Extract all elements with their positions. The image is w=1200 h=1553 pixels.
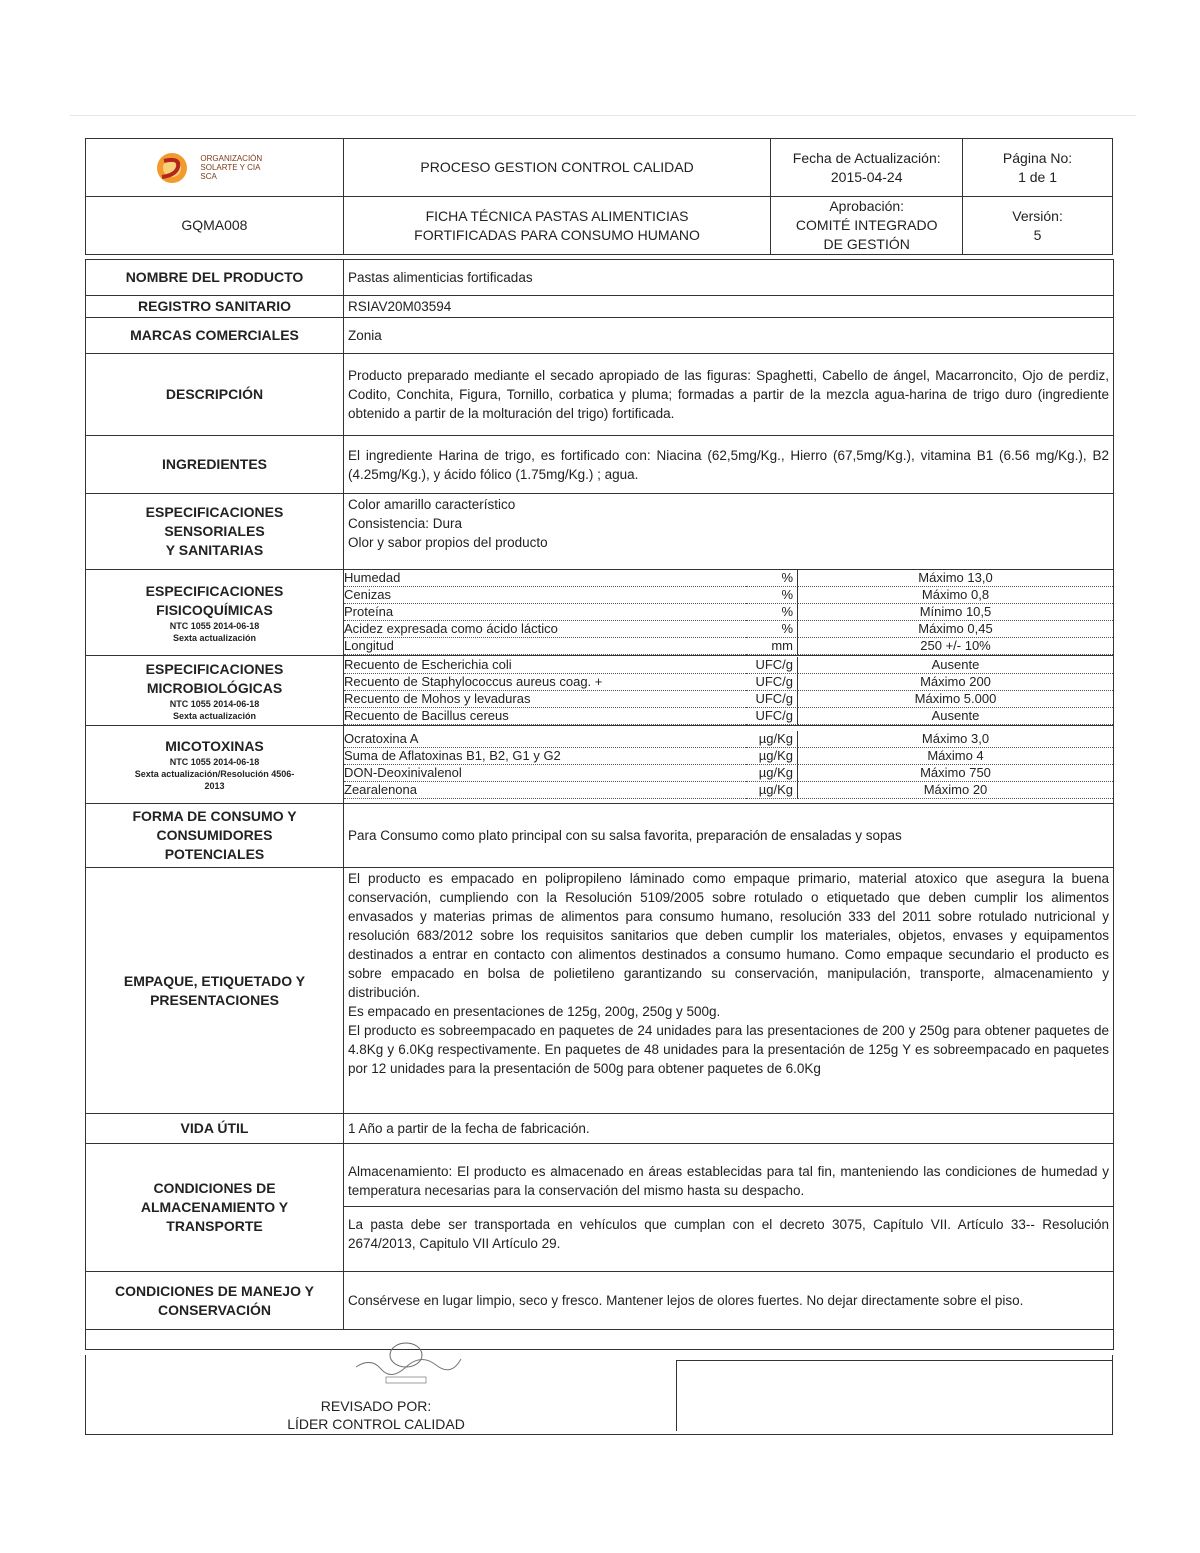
version-label: Versión: (1012, 207, 1063, 224)
label-line: ESPECIFICACIONES (145, 582, 284, 599)
table-row (86, 804, 1114, 868)
spec-name: Longitud (344, 638, 746, 655)
row-label: VIDA ÚTIL (86, 1114, 344, 1144)
storage-transport (344, 1144, 1114, 1272)
page-top-rule (70, 115, 1136, 116)
storage-paragraph: Almacenamiento: El producto es almacenado en áreas establecidas para tal fin, manteniendo las condiciones de humedad y temperatura necesarias para la conservación del mismo hasta su despacho. (344, 1156, 1113, 1207)
document-header (85, 138, 1113, 255)
label-line: MICOTOXINAS (165, 738, 264, 754)
label-sub: NTC 1055 2014-06-18 (169, 620, 260, 631)
spec-row (344, 765, 1113, 782)
packaging-paragraph: El producto es sobreempacado en paquetes de 24 unidades para las presentaciones de 200 y 250g para obtener paquetes de 4.8Kg y 6.0Kg respectivamente. En paquetes de 48 unidades para la presentación de 125g Y es sobreempacado en paquetes por 12 unidades para la presentación de 500g para obtener paquetes de 6.0Kg (348, 1023, 1109, 1076)
logo-text: ORGANIZACIÓN SOLARTE Y CIA SCA (200, 154, 263, 181)
handling-conditions: Consérvese en lugar limpio, seco y fresco. Mantener lejos de olores fuertes. No dejar directamente sobre el piso. (344, 1272, 1114, 1330)
spec-value: Máximo 750 (798, 765, 1113, 782)
spec-unit: UFC/g (746, 691, 798, 708)
update-date-cell (771, 139, 963, 197)
label-line: POTENCIALES (164, 846, 265, 862)
signature-stamp-icon (346, 1337, 466, 1397)
label-line: EMPAQUE, ETIQUETADO Y (123, 972, 306, 989)
spec-name: Ocratoxina A (344, 731, 746, 748)
label-sub: Sexta actualización/Resolución 4506- (134, 769, 295, 779)
spec-list (344, 731, 1113, 799)
label-sub: Sexta actualización (172, 710, 257, 721)
reviewed-by-role: LÍDER CONTROL CALIDAD (287, 1416, 465, 1432)
spec-row (344, 782, 1113, 799)
table-row (86, 436, 1114, 494)
update-date: 2015-04-24 (830, 168, 903, 185)
spec-unit: % (746, 570, 798, 587)
label-line: Y SANITARIAS (165, 542, 264, 558)
table-row (86, 656, 1114, 726)
spec-name: Suma de Aflatoxinas B1, B2, G1 y G2 (344, 748, 746, 765)
page-number-cell (963, 139, 1113, 197)
row-label: INGREDIENTES (86, 436, 344, 494)
version-cell (963, 197, 1113, 255)
approval-label: Aprobación: (829, 198, 905, 214)
transport-paragraph: La pasta debe ser transportada en vehículos que cumplan con el decreto 3075, Capítulo VII. Artículo 33-- Resolución 2674/2013, Capitulo VII Artículo 29. (348, 1217, 1109, 1251)
spec-value: Máximo 5.000 (798, 691, 1113, 708)
spec-value: Máximo 0,8 (798, 587, 1113, 604)
process-title: PROCESO GESTION CONTROL CALIDAD (343, 139, 770, 197)
spec-unit: % (746, 621, 798, 638)
label-line: SENSORIALES (164, 523, 265, 539)
row-label (86, 1272, 344, 1330)
label-line: TRANSPORTE (166, 1218, 263, 1234)
spec-name: Acidez expresada como ácido láctico (344, 621, 746, 638)
table-row (86, 296, 1114, 318)
row-label (86, 570, 344, 656)
physicochemical-specs (344, 570, 1114, 656)
row-label (86, 1144, 344, 1272)
spec-row (344, 674, 1113, 691)
ingredients: El ingrediente Harina de trigo, es fortificado con: Niacina (62,5mg/Kg., Hierro (67,5mg/Kg.), vitamina B1 (6.56 mg/Kg.), B2 (4.25mg/Kg.), y ácido fólico (1.75mg/Kg.) ; agua. (344, 436, 1114, 494)
brand-names: Zonia (344, 318, 1114, 354)
table-row (86, 1144, 1114, 1272)
packaging-paragraph: El producto es empacado en polipropileno láminado como empaque primario, material atoxico que asegura la buena conservación, cumpliendo con la Resolución 5109/2005 sobre rotulado o etiquetado que deben cumplir los alimentos envasados y materias primas de alimentos para consumo humano, resolución 333 del 2011 sobre rotulado nutricional y resolución 683/2012 sobre los requisitos sanitarios que deben cumplir los materiales, objetos, envases y equipamentos destinados a entrar en contacto con alimentos destinados a consumo humano. Como empaque secundario el producto es sobre empacado en bolsa de polietileno garantizando su conservación, manipulación, transporte, almacenamiento y distribución. (348, 871, 1109, 1000)
spec-value: Mínimo 10,5 (798, 604, 1113, 621)
product-description: Producto preparado mediante el secado apropiado de las figuras: Spaghetti, Cabello de ángel, Macarroncito, Ojo de perdiz, Codito, Conchita, Figura, Tornillo, corbatica y pluma; formadas a partir de la mezcla agua-harina de trigo duro (ingrediente obtenido a partir de la molturación del trigo) fortificada. (344, 354, 1114, 436)
version-value: 5 (1033, 226, 1042, 243)
consumption-form: Para Consumo como plato principal con su salsa favorita, preparación de ensaladas y sopas (344, 804, 1114, 868)
spec-unit: µg/Kg (746, 782, 798, 799)
label-sub: Sexta actualización (172, 632, 257, 643)
spec-value: Máximo 13,0 (798, 570, 1113, 587)
sensory-line: Olor y sabor propios del producto (348, 535, 548, 550)
document-title-line-1: FICHA TÉCNICA PASTAS ALIMENTICIAS (425, 207, 689, 224)
spec-list (344, 570, 1113, 655)
row-label: REGISTRO SANITARIO (86, 296, 344, 318)
spec-row (344, 691, 1113, 708)
spec-row (344, 570, 1113, 587)
spec-row (344, 638, 1113, 655)
spec-row (344, 731, 1113, 748)
sanitary-registry: RSIAV20M03594 (344, 296, 1114, 318)
reviewed-by (226, 1397, 526, 1433)
spec-name: Recuento de Bacillus cereus (344, 708, 746, 725)
spec-value: Ausente (798, 657, 1113, 674)
spec-row (344, 708, 1113, 725)
spec-value: Máximo 3,0 (798, 731, 1113, 748)
row-label (86, 726, 344, 804)
sensory-line: Consistencia: Dura (348, 516, 463, 531)
spec-name: Recuento de Escherichia coli (344, 657, 746, 674)
row-label: DESCRIPCIÓN (86, 354, 344, 436)
document-title-line-2: FORTIFICADAS PARA CONSUMO HUMANO (414, 226, 700, 243)
page-value: 1 de 1 (1018, 168, 1058, 185)
spec-unit: UFC/g (746, 657, 798, 674)
product-spec-table (85, 259, 1114, 1350)
label-sub: NTC 1055 2014-06-18 (169, 698, 260, 709)
spec-value: Máximo 20 (798, 782, 1113, 799)
approval-line-2: DE GESTIÓN (823, 236, 910, 252)
label-line: FORMA DE CONSUMO Y (132, 808, 297, 824)
approval-signature-box (676, 1360, 1112, 1431)
spec-name: Recuento de Mohos y levaduras (344, 691, 746, 708)
spec-row (344, 657, 1113, 674)
spec-value: Máximo 0,45 (798, 621, 1113, 638)
spec-value: 250 +/- 10% (798, 638, 1113, 655)
label-line: ESPECIFICACIONES (145, 660, 284, 677)
spec-unit: UFC/g (746, 674, 798, 691)
table-row (86, 1330, 1114, 1350)
row-label (86, 804, 344, 868)
packaging-info (344, 868, 1114, 1114)
label-sub: NTC 1055 2014-06-18 (169, 757, 260, 767)
label-line: ALMACENAMIENTO Y (140, 1199, 289, 1215)
sensory-line: Color amarillo característico (348, 497, 516, 512)
row-label (86, 494, 344, 570)
spec-name: Zearalenona (344, 782, 746, 799)
reviewed-by-label: REVISADO POR: (320, 1398, 432, 1414)
packaging-paragraph: Es empacado en presentaciones de 125g, 200g, 250g y 500g. (348, 1004, 721, 1019)
spec-name: Proteína (344, 604, 746, 621)
label-line: CONDICIONES DE (153, 1180, 276, 1196)
label-line: CONSERVACIÓN (157, 1301, 272, 1318)
spec-unit: µg/Kg (746, 748, 798, 765)
sensory-specs (344, 494, 1114, 570)
update-label: Fecha de Actualización: (792, 149, 941, 166)
spec-value: Máximo 4 (798, 748, 1113, 765)
shelf-life: 1 Año a partir de la fecha de fabricación. (344, 1114, 1114, 1144)
spec-unit: % (746, 587, 798, 604)
spec-name: Humedad (344, 570, 746, 587)
label-line: ESPECIFICACIONES (145, 504, 284, 520)
label-line: CONDICIONES DE MANEJO Y (115, 1282, 314, 1299)
table-row (86, 354, 1114, 436)
spec-name: Cenizas (344, 587, 746, 604)
table-row (86, 260, 1114, 296)
approval-line-1: COMITÉ INTEGRADO (795, 217, 938, 233)
spec-row (344, 604, 1113, 621)
spec-value: Máximo 200 (798, 674, 1113, 691)
table-row (86, 726, 1114, 804)
microbiological-specs (344, 656, 1114, 726)
mycotoxin-specs (344, 726, 1114, 804)
label-line: FISICOQUÍMICAS (156, 601, 273, 618)
table-row (86, 1272, 1114, 1330)
spec-value: Ausente (798, 708, 1113, 725)
spec-unit: UFC/g (746, 708, 798, 725)
spec-unit: µg/Kg (746, 731, 798, 748)
approval-cell (771, 197, 963, 255)
label-sub: 2013 (204, 781, 225, 791)
table-row (86, 570, 1114, 656)
table-row (86, 868, 1114, 1114)
spec-name: Recuento de Staphylococcus aureus coag. + (344, 674, 746, 691)
row-label: NOMBRE DEL PRODUCTO (86, 260, 344, 296)
label-line: PRESENTACIONES (150, 991, 279, 1008)
row-label (86, 656, 344, 726)
spec-unit: mm (746, 638, 798, 655)
row-label (86, 868, 344, 1114)
blank-row (86, 1330, 1114, 1350)
document-title-cell (343, 197, 770, 255)
label-line: MICROBIOLÓGICAS (146, 679, 283, 696)
label-line: CONSUMIDORES (156, 827, 273, 843)
product-name: Pastas alimenticias fortificadas (344, 260, 1114, 296)
spec-unit: µg/Kg (746, 765, 798, 782)
signature-area (85, 1355, 1113, 1435)
spec-unit: % (746, 604, 798, 621)
spec-list (344, 657, 1113, 725)
table-row (86, 494, 1114, 570)
company-logo-icon (150, 151, 194, 185)
table-row (86, 1114, 1114, 1144)
company-logo-cell (86, 139, 344, 197)
spec-row (344, 587, 1113, 604)
page-label: Página No: (1002, 149, 1073, 166)
document-code: GQMA008 (86, 197, 344, 255)
spec-row (344, 621, 1113, 638)
row-label: MARCAS COMERCIALES (86, 318, 344, 354)
spec-name: DON-Deoxinivalenol (344, 765, 746, 782)
spec-row (344, 748, 1113, 765)
table-row (86, 318, 1114, 354)
